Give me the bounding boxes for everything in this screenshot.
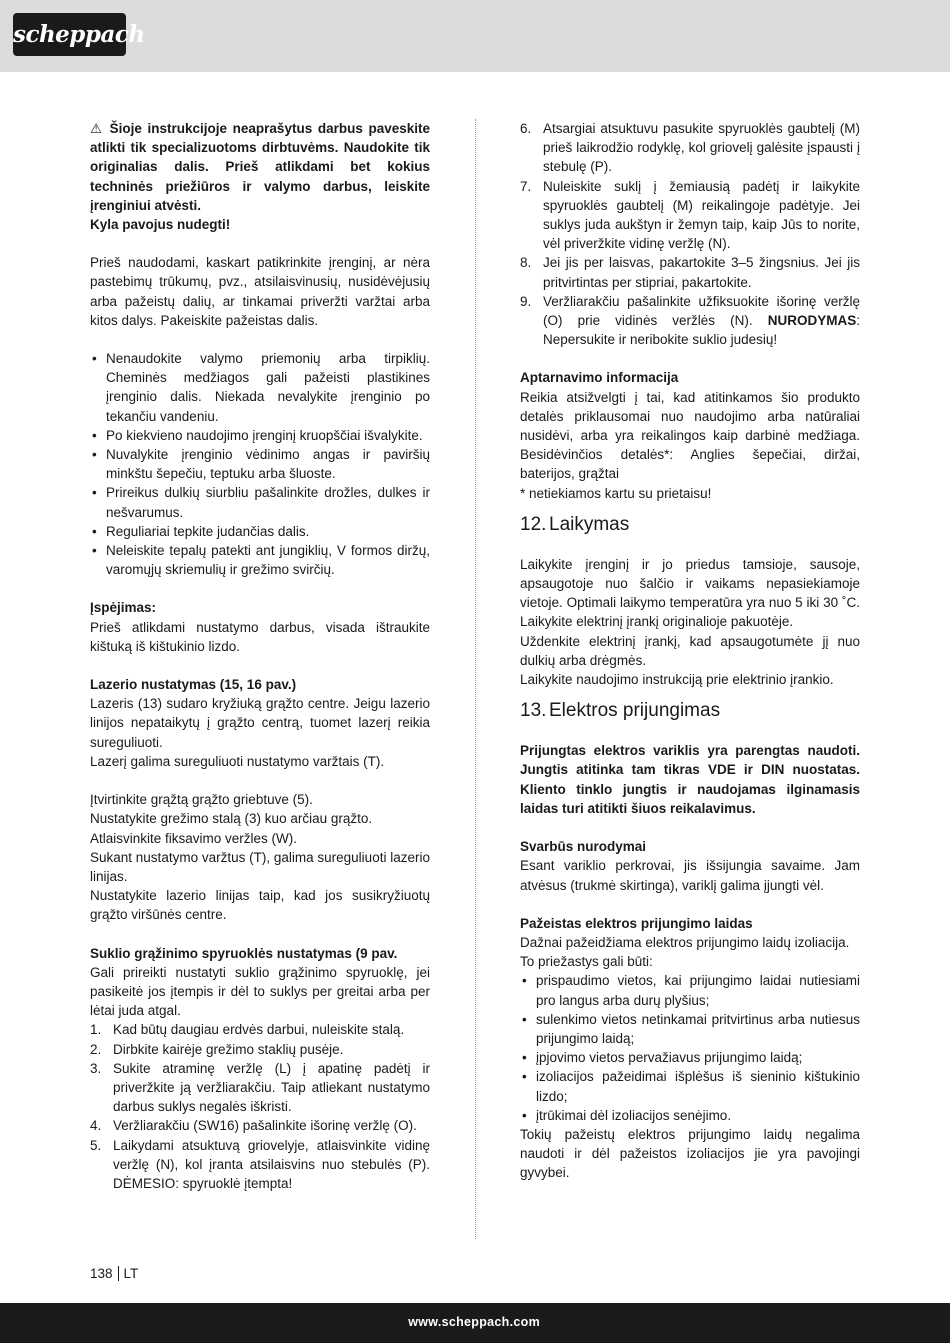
step-text: Veržliarakčiu (SW16) pašalinkite išorinę veržlę (O).: [113, 1118, 417, 1134]
laser-line: Įtvirtinkite grąžtą grąžto griebtuve (5).: [90, 792, 313, 808]
step-item: [520, 292, 860, 350]
care-list: [90, 349, 430, 579]
list-item: • Neleiskite tepalų patekti ant jungiklių, V formos diržų, varomųjų skriemulių ir grežimo svirčių.: [90, 541, 430, 579]
note-text: : Nepersukite ir neribokite suklio judesių!: [543, 313, 860, 348]
caution-text: Prieš atlikdami nustatymo darbus, visada ištraukite kištuką iš kištukinio lizdo.: [90, 619, 430, 654]
maintenance-warning: [90, 119, 430, 215]
step-item: [90, 1116, 430, 1135]
right-column: [520, 119, 860, 1183]
causes-intro: To priežastys gali būti:: [520, 954, 653, 970]
list-item: • izoliacijos pažeidimai išplėšus iš sieninio kištukinio lizdo;: [520, 1067, 860, 1105]
page-number-value: 138: [90, 1266, 113, 1281]
left-column: [90, 119, 430, 1193]
column-divider: [475, 119, 476, 1239]
header-band: [0, 0, 950, 72]
step-text: Dirbkite kairėje grežimo staklių pusėje.: [113, 1041, 344, 1057]
step-text: Laikydami atsuktuvą griovelyje, atlaisvinkite vidinę veržlę (N), kol įranta atsilaisvins nuo stebulės (P). DĖMESIO: spyruoklė įtempta!: [113, 1137, 430, 1191]
footer-band: [0, 1303, 950, 1343]
laser-line: Nustatykite lazerio linijas taip, kad jos susikryžiuotų grąžto viršūnės centre.: [90, 888, 430, 923]
step-number: 2.: [90, 1041, 102, 1057]
step-item: [90, 1040, 430, 1059]
list-item: • Prireikus dulkių siurbliu pašalinkite drožles, dulkes ir nešvarumus.: [90, 483, 430, 521]
spring-steps: [90, 1020, 430, 1193]
service-heading: Aptarnavimo informacija: [520, 370, 679, 386]
storage-cover-text: Uždenkite elektrinį įrankį, kad apsaugotumėte jį nuo dulkių arba drėgmės.: [520, 633, 860, 668]
list-item: • Nuvalykite įrenginio vėdinimo angas ir paviršių minkštu šepečiu, teptuku arba šluoste.: [90, 445, 430, 483]
check-paragraph: Prieš naudodami, kaskart patikrinkite įrenginį, ar nėra pastebimų trūkumų, pvz., atsilaisvinusių, nusidėvėjusių arba pažeistų dalių, ar tinkamai priveržti varžtai arba kitos dalys. Pakeiskite pažeistas dalis.: [90, 255, 430, 328]
storage-chapter-heading: [520, 513, 860, 537]
laser-line: Sukant nustatymo varžtus (T), galima sureguliuoti lazerio linijas.: [90, 849, 430, 884]
step-item: [90, 1059, 430, 1117]
list-item: • prispaudimo vietos, kai prijungimo laidai nutiesiami pro langus arba durų plyšius;: [520, 971, 860, 1009]
list-item: • įpjovimo vietos pervažiavus prijungimo laidą;: [520, 1048, 860, 1067]
laser-paragraph: Lazerį galima sureguliuoti nustatymo varžtais (T).: [90, 753, 385, 769]
step-text: Veržliarakčiu pašalinkite užfiksuokite išorinę veržlę (O) prie vidinės veržlės (N).: [543, 293, 860, 329]
step-item: [90, 1020, 430, 1039]
chapter-title: Laikymas: [549, 513, 630, 535]
service-text: Reikia atsižvelgti į tai, kad atitinkamos šio produkto detalės priklausomai nuo naudojimo arba natūraliai nusidėvi, arba yra reikalingos kaip darbinė medžiaga. Besidėvinčios detalės*: Anglies šepečiai, diržai, baterijos, grąžtai: [520, 389, 860, 482]
step-item: [90, 1136, 430, 1194]
step-number: 5.: [90, 1137, 102, 1153]
burn-warning: Kyla pavojus nudegti!: [90, 217, 231, 233]
warning-triangle-icon: ⚠: [90, 121, 104, 136]
step-text: Atsargiai atsuktuvu pasukite spyruoklės gaubtelį (M) prieš laikrodžio rodyklę, kol griovelį galėsite įspausti į stebulę (P).: [543, 121, 860, 175]
warning-text: Šioje instrukcijoje neaprašytus darbus paveskite atlikti tik specializuotoms dirbtuvėms. Naudokite tik originalias dalis. Prieš atlikdami bet kokius techninės priežiūros ir valymo darbus, leiskite įrenginiui atvėsti.: [90, 121, 430, 213]
important-text: Esant variklio perkrovai, jis išsijungia savaime. Jam atvėsus (trukmė skirtinga), variklį galima įjungti vėl.: [520, 858, 860, 893]
laser-heading: Lazerio nustatymas (15, 16 pav.): [90, 677, 297, 693]
list-item: • Nenaudokite valymo priemonių arba tirpiklių. Cheminės medžiagos gali pažeisti plastikines įrenginio dalis. Niekada nevalykite įrenginio po tekančiu vandeniu.: [90, 349, 430, 426]
step-text: Nuleiskite suklį į žemiausią padėtį ir laikykite spyruoklės gaubtelį (M) reikalingoje padėtyje. Jei suklys juda aukštyn ir žemyn taip, kaip Jūs to norite, vėl priveržkite vidinę veržlę (N).: [543, 178, 860, 252]
page-number: [90, 1266, 138, 1281]
damaged-cable-text: Dažnai pažeidžiama elektros prijungimo laidų izoliacija.: [520, 934, 850, 950]
step-text: Jei jis per laisvas, pakartokite 3–5 žingsnius. Jei jis pritvirtintas per stipriai, pakartokite.: [543, 255, 860, 290]
step-number: 1.: [90, 1022, 102, 1038]
damaged-cable-heading: Pažeistas elektros prijungimo laidas: [520, 915, 753, 931]
step-item: [520, 253, 860, 291]
note-label: NURODYMAS: [767, 313, 857, 329]
storage-text: Laikykite įrenginį ir jo priedus tamsioje, sausoje, apsaugotoje nuo šalčio ir vaikams nepasiekiamoje vietoje. Optimali laikymo temperatūra yra nuo 5 iki 30 ˚C. Laikykite elektrinį įrankį originalioje pakuotėje.: [520, 556, 860, 630]
chapter-number: 13.: [520, 700, 547, 722]
electric-chapter-heading: [520, 699, 860, 723]
important-heading: Svarbūs nurodymai: [520, 839, 647, 855]
spring-heading: Suklio grąžinimo spyruoklės nustatymas (9 pav.: [90, 945, 398, 961]
spring-intro: Gali prireikti nustatyti suklio grąžinimo spyruoklę, jei pasikeitė jos įtempis ir dėl to suklys per greitai arba per lėtai juda atgal.: [90, 964, 430, 1019]
storage-manual-text: Laikykite naudojimo instrukciją prie elektrinio įrankio.: [520, 672, 834, 688]
step-text: Kad būtų daugiau erdvės darbui, nuleiskite stalą.: [113, 1022, 405, 1038]
chapter-title: Elektros prijungimas: [549, 700, 721, 722]
step-text: Sukite atraminę veržlę (L) į apatinę padėtį ir priveržkite ją veržliarakčiu. Taip atliekant nustatymo darbus suklys negalės iškristi.: [113, 1060, 430, 1115]
list-item: • sulenkimo vietos netinkamai pritvirtinus arba nutiesus prijungimo laidą;: [520, 1010, 860, 1048]
electric-intro: Prijungtas elektros variklis yra parengtas naudoti. Jungtis atitinka tam tikras VDE ir DIN nuostatas. Kliento tinklo jungtis ir naudojamas ilginamasis laidas turi atitikti šiuos reikalavimus.: [520, 743, 860, 816]
step-number: 9.: [520, 293, 532, 309]
scheppach-logo: scheppach: [13, 13, 126, 56]
service-note: * netiekiamos kartu su prietaisu!: [520, 485, 712, 501]
danger-text: Tokių pažeistų elektros prijungimo laidų negalima naudoti ir dėl pažeistos izoliacijos jie yra pavojingi gyvybei.: [520, 1126, 860, 1181]
website-link[interactable]: www.scheppach.com: [408, 1315, 540, 1329]
step-item: [520, 119, 860, 177]
laser-line: Atlaisvinkite fiksavimo veržles (W).: [90, 830, 298, 846]
chapter-number: 12.: [520, 513, 547, 535]
list-item: • įtrūkimai dėl izoliacijos senėjimo.: [520, 1106, 860, 1125]
list-item: • Reguliariai tepkite judančias dalis.: [90, 522, 430, 541]
laser-line: Nustatykite grežimo stalą (3) kuo arčiau grąžto.: [90, 811, 373, 827]
causes-list: [520, 971, 860, 1125]
step-number: 4.: [90, 1118, 102, 1134]
spring-steps-continued: [520, 119, 860, 349]
list-item: • Po kiekvieno naudojimo įrenginį kruopščiai išvalykite.: [90, 426, 430, 445]
language-code: LT: [123, 1266, 139, 1281]
caution-heading: Įspėjimas:: [90, 600, 157, 616]
step-item: [520, 177, 860, 254]
laser-paragraph: Lazeris (13) sudaro kryžiuką grąžto centre. Jeigu lazerio linijos nepataikytų į grąžto centrą, tuomet lazerį reikia sureguliuoti.: [90, 696, 430, 750]
step-number: 3.: [90, 1060, 102, 1076]
step-number: 6.: [520, 121, 532, 136]
step-number: 8.: [520, 255, 532, 271]
step-number: 7.: [520, 178, 532, 194]
